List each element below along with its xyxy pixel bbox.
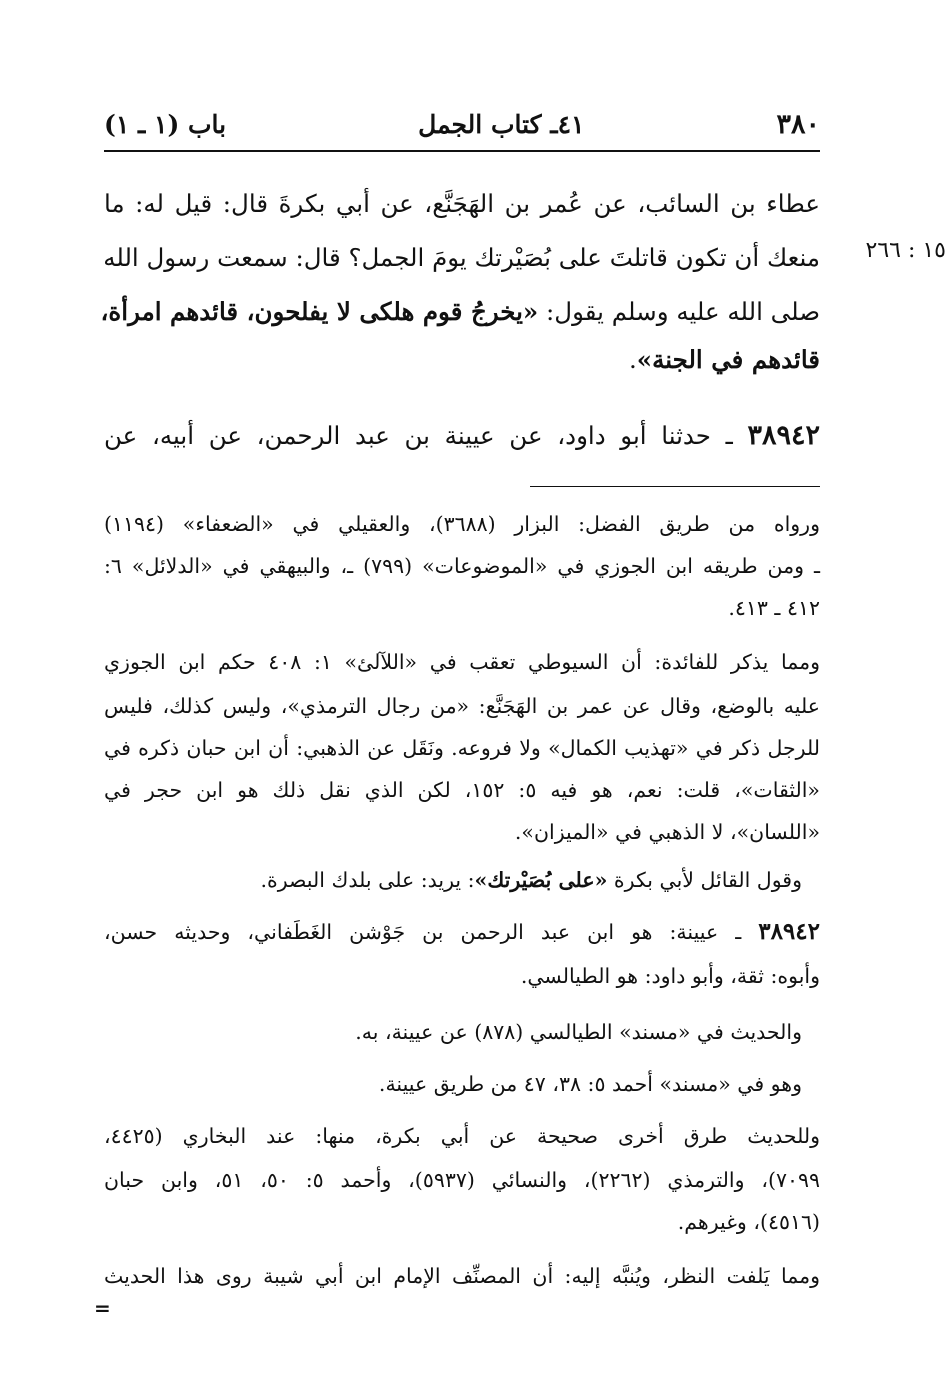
header-rule	[104, 150, 820, 152]
text-span: .	[629, 345, 637, 374]
text-line	[104, 412, 820, 460]
quoted-phrase: «على بُصَيْرتك»	[474, 868, 608, 892]
hadith-number: ٣٨٩٤٢	[758, 918, 820, 945]
page-number: ٣٨٠	[776, 108, 820, 140]
hadith-text: «يخرجُ قوم هلكى لا يفلحون، قائدهم امرأة،	[100, 297, 539, 326]
note-line: «الثقات»، قلت: نعم، هو فيه ٥: ١٥٢، لكن الذي نقل ذلك هو ابن حجر في	[104, 778, 820, 802]
note-line: ورواه من طريق الفضل: البزار (٣٦٨٨)، والعقيلي في «الضعفاء» (١١٩٤)	[104, 512, 820, 536]
text-span: ـ عيينة: هو ابن عبد الرحمن بن جَوْشن الغَطَفاني، وحديثه حسن،	[104, 920, 759, 944]
text-span: وقول القائل لأبي بكرة	[607, 868, 802, 892]
continuation-mark: =	[94, 1296, 111, 1320]
note-line: «اللسان»، لا الذهبي في «الميزان».	[514, 820, 820, 844]
text-span: صلى الله عليه وسلم يقول:	[538, 297, 820, 326]
note-line: ٤١٢ ـ ٤١٣.	[728, 596, 820, 620]
note-line: ٧٠٩٩)، والترمذي (٢٢٦٢)، والنسائي (٥٩٣٧)، وأحمد ٥: ٥٠، ٥١، وابن حبان	[104, 1168, 820, 1192]
note-line: والحديث في «مسند» الطيالسي (٨٧٨) عن عيينة، به.	[355, 1020, 802, 1044]
text-span: : يريد: على بلدك البصرة.	[260, 868, 475, 892]
note-line	[104, 912, 820, 952]
hadith-text: قائدهم في الجنة»	[636, 345, 820, 374]
note-line: (٤٥١٦)، وغيرهم.	[677, 1210, 820, 1234]
note-line	[260, 860, 802, 900]
book-title: ٤١ـ كتاب الجمل	[418, 109, 585, 139]
footnote-rule	[530, 486, 820, 487]
text-line	[100, 288, 820, 336]
note-line: وأبوه: ثقة، وأبو داود: هو الطيالسي.	[520, 964, 820, 988]
page-header	[104, 104, 820, 144]
note-line: ومما يَلفت النظر، ويُنبَّه إليه: أن المصنِّف الإمام ابن أبي شيبة روى هذا الحديث	[104, 1264, 820, 1288]
text-line: عطاء بن السائب، عن عُمر بن الهَجَنَّع، عن أبي بكرةَ قال: قيل له: ما	[104, 189, 820, 218]
chapter-label: باب (١ ـ ١)	[104, 109, 227, 139]
note-line: وللحديث طرق أخرى صحيحة عن أبي بكرة، منها: عند البخاري (٤٤٢٥،	[104, 1124, 820, 1148]
hadith-number: ٣٨٩٤٢	[747, 420, 820, 451]
text-line: منعك أن تكون قاتلتَ على بُصَيْرتك يومَ الجمل؟ قال: سمعت رسول الله	[103, 243, 820, 272]
note-line: عليه بالوضع، وقال عن عمر بن الهَجَنَّع: «من رجال الترمذي»، وليس كذلك، فليس	[104, 694, 820, 718]
text-line	[104, 336, 820, 384]
note-line: ومما يذكر للفائدة: أن السيوطي تعقب في «اللآلئ» ١: ٤٠٨ حكم ابن الجوزي	[104, 650, 820, 674]
note-line: ـ ومن طريقه ابن الجوزي في «الموضوعات» (٧٩٩) ـ، والبيهقي في «الدلائل» ٦:	[104, 554, 820, 578]
text-span: ـ حدثنا أبو داود، عن عيينة بن عبد الرحمن، عن أبيه، عن	[104, 421, 748, 450]
note-line: وهو في «مسند» أحمد ٥: ٣٨، ٤٧ من طريق عيينة.	[378, 1072, 802, 1096]
note-line: للرجل ذكر في «تهذيب الكمال» ولا فروعه. ونَقَل عن الذهبي: أن ابن حبان ذكره في	[104, 736, 820, 760]
margin-reference: ١٥ : ٢٦٦	[865, 238, 946, 263]
